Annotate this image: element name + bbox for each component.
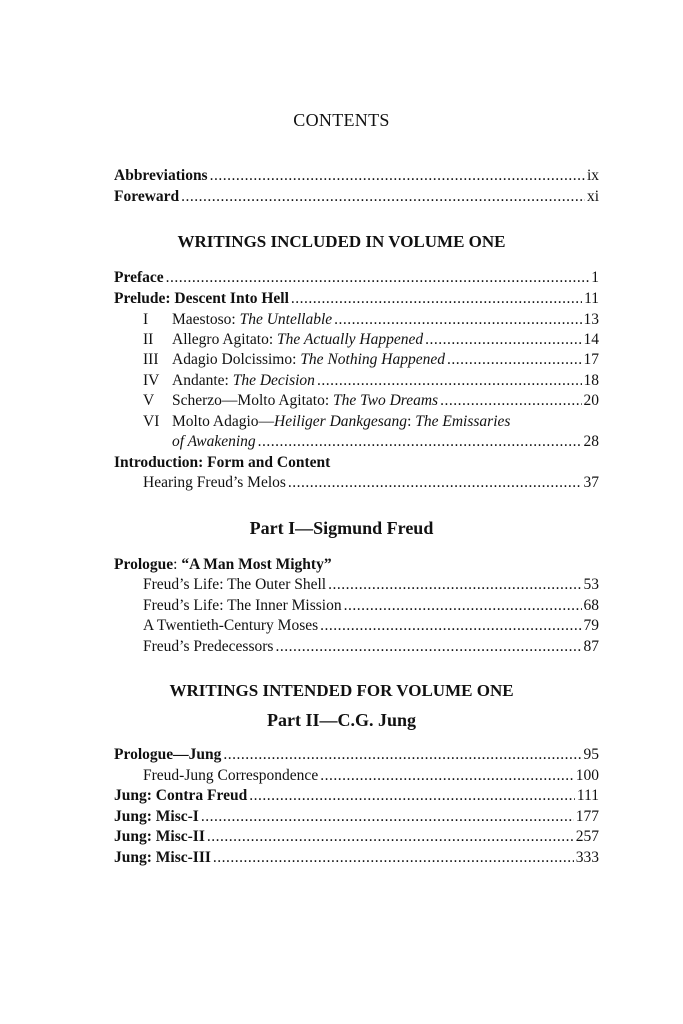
movement-title: The Untellable — [239, 311, 333, 328]
entry-label: Jung: Misc-I — [114, 808, 199, 825]
toc-entry-subitem — [143, 473, 599, 493]
dot-leader — [258, 432, 582, 452]
dot-leader — [425, 330, 581, 350]
dot-leader — [344, 596, 582, 616]
entry-label: Foreward — [114, 188, 180, 205]
movement-number: I — [143, 311, 149, 328]
dot-leader — [223, 745, 581, 765]
entry-label: Freud-Jung Correspondence — [143, 767, 319, 784]
page-number: 37 — [583, 474, 599, 491]
dot-leader — [249, 786, 575, 806]
page-number: 333 — [575, 849, 599, 866]
dot-leader — [201, 807, 574, 827]
toc-entry-prologue-freud — [114, 555, 599, 575]
page-number: 17 — [583, 351, 599, 368]
page-number: 177 — [575, 808, 599, 825]
toc-entry-movement — [143, 371, 599, 391]
entry-label: Jung: Contra Freud — [114, 787, 248, 804]
dot-leader — [317, 371, 582, 391]
toc-entry-movement — [143, 330, 599, 350]
entry-label: Freud’s Predecessors — [143, 638, 274, 655]
entry-label: Preface — [114, 269, 164, 286]
dot-leader — [210, 166, 585, 186]
page-number: 18 — [583, 372, 599, 389]
page-number: 53 — [583, 576, 599, 593]
toc-entry-prelude — [114, 289, 599, 309]
toc-entry-preface — [114, 268, 599, 288]
toc-entry-contra-freud — [114, 786, 599, 806]
entry-label — [172, 350, 445, 370]
dot-leader — [320, 766, 574, 786]
page-number: 14 — [583, 331, 599, 348]
movement-title: Heiliger Dankgesang — [274, 413, 408, 430]
toc-entry-subitem — [143, 616, 599, 636]
dot-leader — [213, 848, 574, 868]
page-number: 28 — [583, 433, 599, 450]
movement-tempo: Adagio Dolcissimo: — [172, 351, 301, 368]
page-number: 13 — [583, 311, 599, 328]
toc-entry-misc-ii — [114, 827, 599, 847]
entry-label — [172, 412, 510, 432]
entry-label: Freud’s Life: The Inner Mission — [143, 597, 342, 614]
dot-leader — [440, 391, 581, 411]
page-number: 79 — [583, 617, 599, 634]
prologue-quote: “A Man Most Mighty” — [181, 556, 332, 573]
movement-number: III — [143, 351, 159, 368]
dot-leader — [291, 289, 582, 309]
toc-entry-movement-vi — [143, 412, 599, 432]
page-number: 68 — [583, 597, 599, 614]
toc-entry-movement — [143, 391, 599, 411]
toc-entry-subitem — [143, 596, 599, 616]
movement-tempo: Allegro Agitato: — [172, 331, 278, 348]
movement-number: IV — [143, 372, 160, 389]
entry-label: Introduction: Form and Content — [114, 454, 331, 471]
title-separator: : — [407, 413, 416, 430]
dot-leader — [447, 350, 582, 370]
movement-title: The Decision — [232, 372, 315, 389]
page-number: 100 — [575, 767, 599, 784]
page-number: 111 — [576, 787, 599, 804]
page-number: 95 — [583, 746, 599, 763]
toc-entry-subitem — [143, 637, 599, 657]
movement-title: The Two Dreams — [333, 392, 439, 409]
movement-title: The Nothing Happened — [300, 351, 445, 368]
label-separator: : — [173, 556, 182, 573]
page-title: CONTENTS — [293, 110, 390, 130]
entry-label: Jung: Misc-II — [114, 828, 205, 845]
toc-entry-subitem — [143, 575, 599, 595]
toc-entry-misc-iii — [114, 848, 599, 868]
toc-entry-misc-i — [114, 807, 599, 827]
movement-number: VI — [143, 413, 160, 430]
toc-entry-correspondence — [143, 766, 599, 786]
page-number: ix — [586, 167, 599, 184]
movement-title: The Emissaries — [415, 413, 511, 430]
dot-leader — [334, 310, 581, 330]
entry-label — [172, 330, 423, 350]
movement-number: II — [143, 331, 154, 348]
entry-label: Jung: Misc-III — [114, 849, 211, 866]
page-number: 11 — [584, 290, 599, 307]
dot-leader — [207, 827, 574, 847]
movement-tempo: Scherzo—Molto Agitato: — [172, 392, 334, 409]
section-heading-included: WRITINGS INCLUDED IN VOLUME ONE — [177, 232, 506, 251]
entry-label — [172, 391, 438, 411]
toc-entry-movement-vi-continued — [172, 432, 599, 452]
toc-entry-movement — [143, 350, 599, 370]
entry-label — [172, 310, 332, 330]
entry-label: Abbreviations — [114, 167, 208, 184]
page-number: 20 — [583, 392, 599, 409]
dot-leader — [181, 187, 585, 207]
part-heading-jung: Part II—C.G. Jung — [266, 710, 416, 730]
section-heading-intended: WRITINGS INTENDED FOR VOLUME ONE — [169, 681, 514, 700]
movement-tempo: Molto Adagio— — [172, 413, 275, 430]
toc-entry-abbreviations — [114, 166, 599, 186]
page-number: 257 — [575, 828, 599, 845]
movement-tempo: Maestoso: — [172, 311, 240, 328]
entry-label — [114, 555, 332, 575]
movement-number: V — [143, 392, 155, 409]
entry-label — [172, 371, 315, 391]
dot-leader — [288, 473, 582, 493]
page-number: 1 — [591, 269, 599, 286]
prologue-label: Prologue — [114, 556, 174, 573]
part-heading-freud: Part I—Sigmund Freud — [249, 518, 434, 538]
dot-leader — [328, 575, 581, 595]
dot-leader — [166, 268, 590, 288]
toc-entry-movement — [143, 310, 599, 330]
entry-label-continued: of Awakening — [172, 433, 256, 450]
entry-label: Prologue—Jung — [114, 746, 222, 763]
toc-entry-introduction — [114, 453, 599, 473]
dot-leader — [275, 637, 581, 657]
movement-title: The Actually Happened — [277, 331, 424, 348]
toc-entry-prologue-jung — [114, 745, 599, 765]
entry-label: Prelude: Descent Into Hell — [114, 290, 289, 307]
movement-tempo: Andante: — [172, 372, 233, 389]
toc-entry-foreward — [114, 187, 599, 207]
page-number: 87 — [583, 638, 599, 655]
entry-label: A Twentieth-Century Moses — [143, 617, 319, 634]
entry-label: Freud’s Life: The Outer Shell — [143, 576, 327, 593]
page-number: xi — [586, 188, 599, 205]
dot-leader — [320, 616, 581, 636]
entry-label: Hearing Freud’s Melos — [143, 474, 286, 491]
